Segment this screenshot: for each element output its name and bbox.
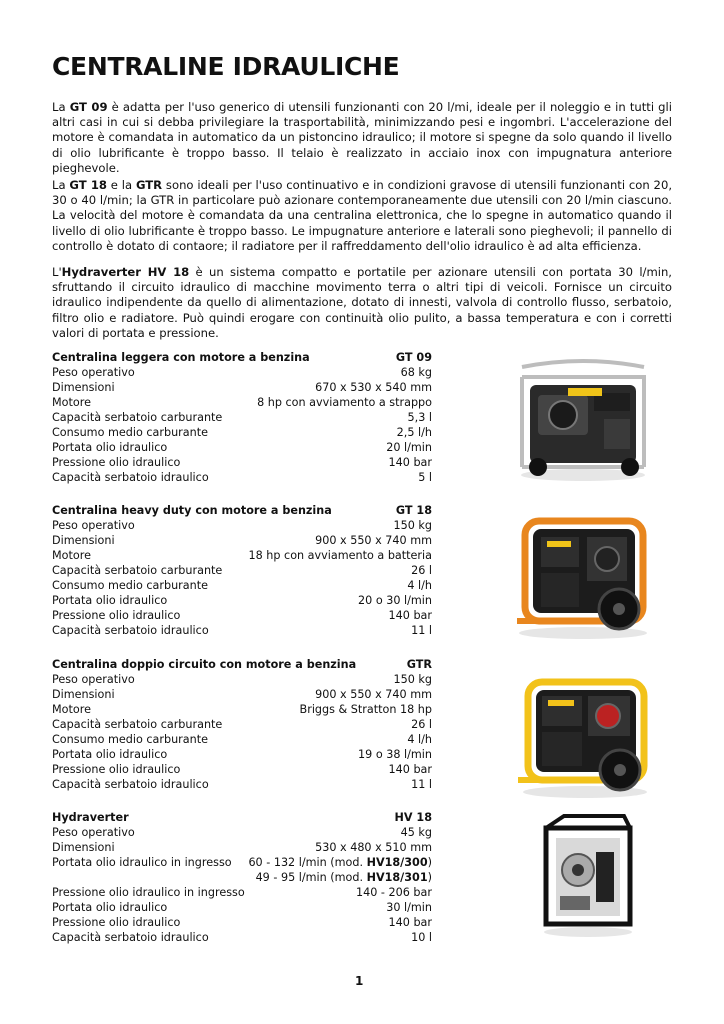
spec-value: 26 l — [411, 718, 432, 731]
spec-label: Portata olio idraulico — [52, 594, 168, 607]
spec-row — [52, 548, 432, 563]
spec-name: Centralina heavy duty con motore a benzina — [52, 504, 332, 517]
gt18-photo — [507, 503, 659, 641]
spec-value: 140 bar — [388, 916, 432, 929]
spec-label: Capacità serbatoio carburante — [52, 564, 223, 577]
spec-table-gtr — [52, 657, 432, 792]
spec-row — [52, 470, 432, 485]
spec-value: 11 l — [411, 624, 432, 637]
spec-model: HV 18 — [394, 811, 432, 824]
spec-value: 10 l — [411, 931, 432, 944]
spec-row — [52, 395, 432, 410]
spec-name: Centralina leggera con motore a benzina — [52, 351, 310, 364]
spec-label: Dimensioni — [52, 534, 115, 547]
spec-row — [52, 930, 432, 945]
spec-row — [52, 533, 432, 548]
page-title: CENTRALINE IDRAULICHE — [52, 52, 400, 81]
spec-row — [52, 900, 432, 915]
page-number: 1 — [355, 974, 364, 988]
spec-value: 140 - 206 bar — [356, 886, 432, 899]
spec-label: Capacità serbatoio idraulico — [52, 778, 209, 791]
text: sono ideali per l'uso continuativo e in condizioni gravose di utensili funzionanti con 20, 30 o 40 l/min; la GTR in particolare può azionare contemporaneamente due utensili con 20 l/min ciascuno. La velocità del motore è comandata da una centralina elettronica, che lo spegne in automatico quando il livello di olio lubrificante è troppo basso. Le impugnature anteriore e laterali sono pieghevoli; il pannello di controllo è dotato di contaore; il radiatore per il raffreddamento dell'olio idraulico è ad alta efficienza. — [52, 178, 672, 253]
spec-label: Portata olio idraulico in ingresso — [52, 856, 232, 869]
model-name: GT 09 — [69, 100, 108, 114]
hv18-photo — [534, 812, 642, 938]
spec-row — [52, 777, 432, 792]
spec-header — [52, 503, 432, 518]
spec-row — [52, 672, 432, 687]
spec-table-gt09 — [52, 350, 432, 485]
spec-value: 670 x 530 x 540 mm — [315, 381, 432, 394]
text: e la — [106, 178, 136, 192]
spec-value: 900 x 550 x 740 mm — [315, 534, 432, 547]
spec-value: 2,5 l/h — [396, 426, 432, 439]
spec-label: Capacità serbatoio idraulico — [52, 471, 209, 484]
spec-value-text: 60 - 132 l/min (mod. — [248, 856, 367, 869]
spec-header — [52, 657, 432, 672]
model-code: HV18/301 — [366, 871, 428, 884]
spec-label: Peso operativo — [52, 673, 135, 686]
spec-value: 45 kg — [400, 826, 432, 839]
spec-label: Motore — [52, 549, 91, 562]
spec-row — [52, 365, 432, 380]
spec-value: 530 x 480 x 510 mm — [315, 841, 432, 854]
paragraph-gt18-gtr — [52, 178, 672, 254]
spec-value-text: ) — [427, 856, 432, 869]
spec-value: 150 kg — [393, 519, 432, 532]
text: L' — [52, 265, 62, 279]
model-name: Hydraverter HV 18 — [61, 265, 190, 279]
spec-row — [52, 608, 432, 623]
spec-value-text: ) — [427, 871, 432, 884]
spec-value: 8 hp con avviamento a strappo — [257, 396, 432, 409]
spec-row — [52, 687, 432, 702]
spec-model: GTR — [406, 658, 432, 671]
spec-row — [52, 885, 432, 900]
spec-value: 140 bar — [388, 456, 432, 469]
spec-value-text: 49 - 95 l/min (mod. — [255, 871, 367, 884]
spec-label: Peso operativo — [52, 366, 135, 379]
model-name: GTR — [135, 178, 163, 192]
spec-label: Consumo medio carburante — [52, 426, 208, 439]
spec-row — [52, 915, 432, 930]
spec-value — [256, 870, 432, 885]
spec-row — [52, 563, 432, 578]
spec-value: 140 bar — [388, 609, 432, 622]
gtr-photo — [510, 660, 660, 800]
spec-label: Capacità serbatoio carburante — [52, 411, 223, 424]
spec-label: Portata olio idraulico — [52, 441, 168, 454]
spec-row — [52, 870, 432, 885]
text: è un sistema compatto e portatile per azionare utensili con portata 30 l/min, sfruttando il circuito idraulico di macchine movimento terra o altri tipi di veicoli. Fornisce un circuito idraulico indipendente da quello di alimentazione, dotato di innesti, valvola di controllo flusso, serbatoio, filtro olio e radiatore. Può quindi erogare con continuità olio pulito, a bassa temperatura e con i corretti valori di portata e pressione. — [52, 265, 672, 340]
spec-value: 68 kg — [400, 366, 432, 379]
spec-value: 5,3 l — [407, 411, 432, 424]
spec-row — [52, 455, 432, 470]
spec-label: Capacità serbatoio idraulico — [52, 931, 209, 944]
spec-row — [52, 717, 432, 732]
spec-value: Briggs & Stratton 18 hp — [299, 703, 432, 716]
spec-row — [52, 593, 432, 608]
spec-row — [52, 518, 432, 533]
spec-label: Capacità serbatoio carburante — [52, 718, 223, 731]
spec-label: Pressione olio idraulico — [52, 916, 181, 929]
spec-label: Consumo medio carburante — [52, 579, 208, 592]
spec-value: 19 o 38 l/min — [358, 748, 432, 761]
spec-row — [52, 747, 432, 762]
spec-header — [52, 350, 432, 365]
spec-label: Peso operativo — [52, 519, 135, 532]
spec-name: Centralina doppio circuito con motore a benzina — [52, 658, 357, 671]
spec-table-hv18 — [52, 810, 432, 945]
spec-header — [52, 810, 432, 825]
model-name: GT 18 — [69, 178, 107, 192]
spec-label: Dimensioni — [52, 841, 115, 854]
gt09-photo — [508, 355, 658, 483]
spec-value: 150 kg — [393, 673, 432, 686]
spec-row — [52, 623, 432, 638]
spec-value: 4 l/h — [407, 733, 432, 746]
spec-row — [52, 440, 432, 455]
text: è adatta per l'uso generico di utensili funzionanti con 20 l/mi, ideale per il noleggio e in tutti gli altri casi in cui si debba privilegiare la trasportabilità, minimizzando pesi e ingombri. L'accelerazione del motore è comandata in automatico da un pistoncino idraulico; il motore si spegne da solo quando il livello di olio lubrificante è troppo basso. Il telaio è realizzato in acciaio inox con impugnatura anteriore pieghevole. — [52, 100, 672, 175]
spec-row — [52, 380, 432, 395]
spec-label: Pressione olio idraulico — [52, 609, 181, 622]
spec-row — [52, 578, 432, 593]
spec-label: Motore — [52, 703, 91, 716]
paragraph-gt09 — [52, 100, 672, 176]
spec-value: 11 l — [411, 778, 432, 791]
text: La — [52, 100, 70, 114]
spec-row — [52, 410, 432, 425]
paragraph-hv18 — [52, 265, 672, 341]
spec-label: Portata olio idraulico — [52, 748, 168, 761]
text: La — [52, 178, 70, 192]
spec-value: 5 l — [418, 471, 432, 484]
spec-row — [52, 732, 432, 747]
spec-model: GT 18 — [395, 504, 432, 517]
spec-row — [52, 425, 432, 440]
model-code: HV18/300 — [366, 856, 428, 869]
spec-row — [52, 762, 432, 777]
spec-model: GT 09 — [395, 351, 432, 364]
spec-label: Capacità serbatoio idraulico — [52, 624, 209, 637]
spec-value: 30 l/min — [386, 901, 432, 914]
spec-label: Peso operativo — [52, 826, 135, 839]
spec-label: Pressione olio idraulico — [52, 456, 181, 469]
spec-label: Motore — [52, 396, 91, 409]
spec-value: 26 l — [411, 564, 432, 577]
spec-value: 900 x 550 x 740 mm — [315, 688, 432, 701]
spec-value: 20 l/min — [386, 441, 432, 454]
spec-name: Hydraverter — [52, 811, 129, 824]
spec-label: Consumo medio carburante — [52, 733, 208, 746]
spec-table-gt18 — [52, 503, 432, 638]
spec-row — [52, 702, 432, 717]
spec-value: 140 bar — [388, 763, 432, 776]
spec-label: Dimensioni — [52, 688, 115, 701]
spec-label: Pressione olio idraulico in ingresso — [52, 886, 245, 899]
spec-value — [248, 855, 432, 870]
spec-row — [52, 855, 432, 870]
spec-value: 18 hp con avviamento a batteria — [248, 549, 432, 562]
spec-row — [52, 840, 432, 855]
spec-value: 20 o 30 l/min — [358, 594, 432, 607]
spec-label: Pressione olio idraulico — [52, 763, 181, 776]
spec-label: Dimensioni — [52, 381, 115, 394]
spec-label: Portata olio idraulico — [52, 901, 168, 914]
spec-row — [52, 825, 432, 840]
spec-value: 4 l/h — [407, 579, 432, 592]
